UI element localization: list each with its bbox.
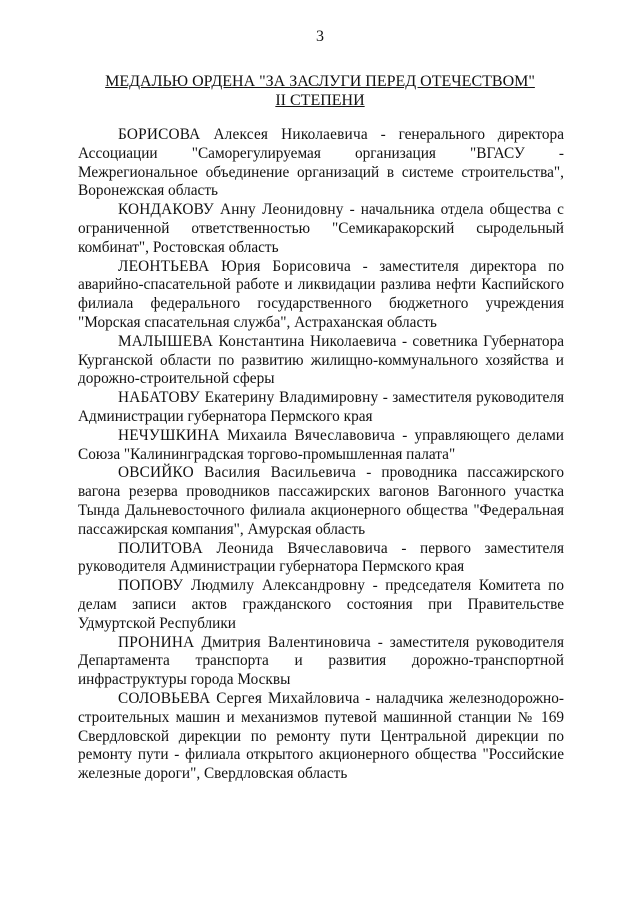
awardee-name: СОЛОВЬЕВА Сергея Михайловича [118,689,360,707]
awardee-position: - управляющего делами Союза "Калининградская торгово-промышленная палата" [78,426,564,463]
awardee-name: ПРОНИНА Дмитрия Валентиновича [118,633,371,651]
awardee-entry [78,634,564,690]
awardee-position: - первого заместителя руководителя Администрации губернатора Пермского края [78,539,564,576]
awardee-position: - председателя Комитета по делам записи актов гражданского состояния при Правительстве Удмуртской Республики [78,577,564,632]
awardee-name: ЛЕОНТЬЕВА Юрия Борисовича [118,257,351,275]
award-heading-line-1: МЕДАЛЬЮ ОРДЕНА "ЗА ЗАСЛУГИ ПЕРЕД ОТЕЧЕСТВОМ" [105,73,535,90]
awardee-position: - проводника пассажирского вагона резерва проводников пассажирских вагонов Вагонного участка Тында Дальневосточного филиала акционерного общества "Федеральная пассажирская компания", Амурская область [78,464,564,538]
awardee-entry [78,201,564,257]
awardee-name: НЕЧУШКИНА Михаила Вячеславовича [118,426,396,444]
awardee-entry [78,427,564,465]
awardee-list [78,126,564,784]
awardee-position: - наладчика железнодорожно-строительных машин и механизмов путевой машинной станции № 169 Свердловской дирекции по ремонту пути Центральной дирекции по ремонту пути - филиала открытого акционерного общества "Российские железные дороги", Свердловская область [78,689,564,783]
awardee-name: КОНДАКОВУ Анну Леонидовну [118,201,344,219]
awardee-position: - заместителя руководителя Департамента транспорта и развития дорожно-транспортной инфраструктуры города Москвы [78,633,564,689]
awardee-entry [78,389,564,427]
awardee-entry [78,258,564,333]
awardee-name: БОРИСОВА Алексея Николаевича [118,126,368,143]
awardee-position: - генерального директора Ассоциации "Саморегулируемая организация "ВГАСУ - Межрегиональное объединение организаций в системе строительства", Воронежская область [78,126,564,200]
awardee-entry [78,464,564,539]
award-heading-line-2: II СТЕПЕНИ [275,92,365,109]
awardee-name: ПОПОВУ Людмилу Александровну [118,577,366,595]
awardee-position: - начальника отдела общества с ограниченной ответственностью "Семикаракорский сыродельный комбинат", Ростовская область [78,201,564,256]
awardee-name: МАЛЫШЕВА Константина Николаевича [118,332,397,350]
awardee-entry [78,333,564,389]
awardee-position: - заместителя директора по аварийно-спасательной работе и ликвидации разлива нефти Каспийского филиала федерального государственного бюджетного учреждения "Морская спасательная служба", Астраханская область [78,257,564,331]
awardee-name: НАБАТОВУ Екатерину Владимировну [118,389,379,407]
award-heading [0,72,640,110]
page-number: 3 [316,28,324,45]
awardee-name: ПОЛИТОВА Леонида Вячеславовича [118,539,388,557]
awardee-position: - заместителя руководителя Администрации губернатора Пермского края [78,389,564,425]
awardee-entry [78,690,564,784]
awardee-entry [78,577,564,633]
awardee-name: ОВСИЙКО Василия Васильевича [118,464,357,482]
awardee-entry [78,126,564,201]
awardee-position: - советника Губернатора Курганской области по развитию жилищно-коммунального хозяйства и дорожно-строительной сферы [78,332,565,388]
awardee-entry [78,540,564,578]
